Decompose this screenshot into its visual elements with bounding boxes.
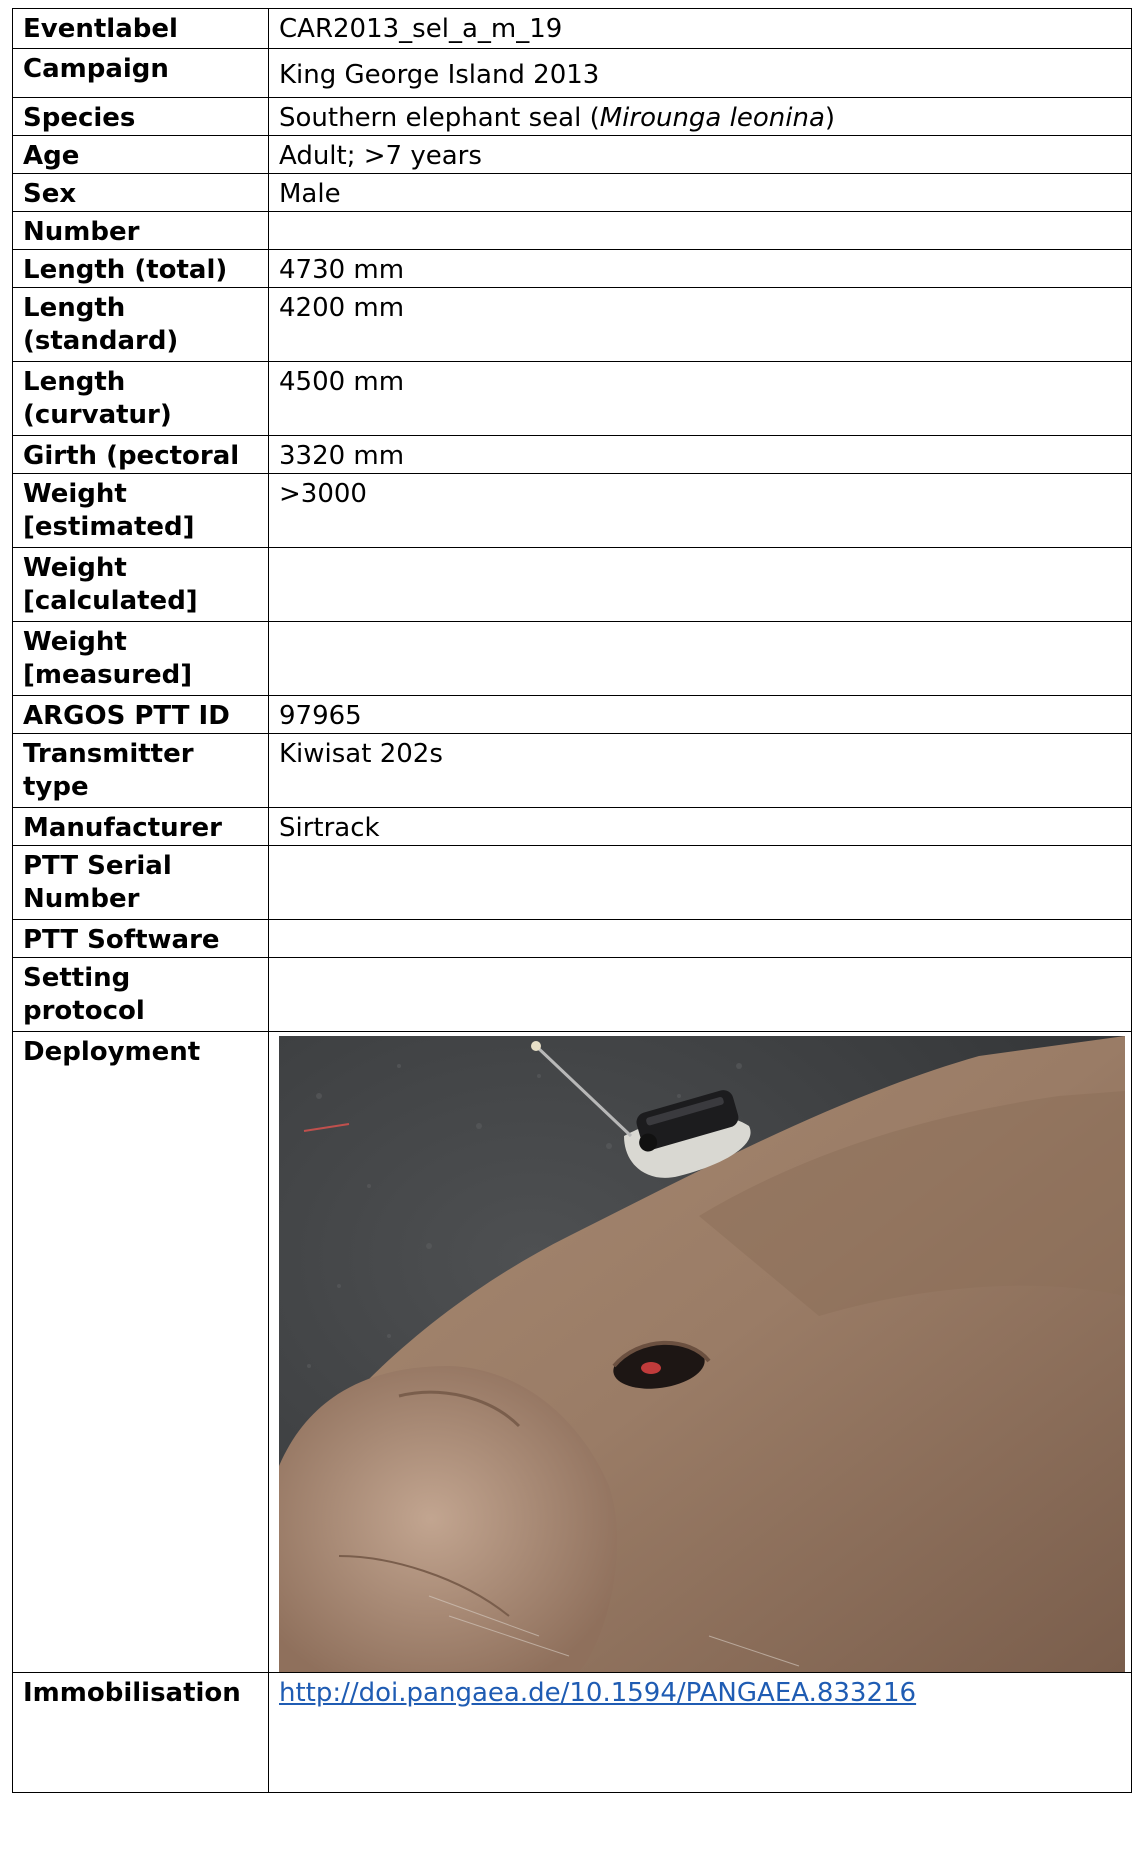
table-row xyxy=(13,958,1132,1032)
table-row xyxy=(13,474,1132,548)
table-row xyxy=(13,136,1132,174)
row-label: Immobilisation xyxy=(13,1673,269,1793)
row-value xyxy=(269,548,1132,622)
row-label: Number xyxy=(13,212,269,250)
row-value: Kiwisat 202s xyxy=(269,734,1132,808)
row-value: Adult; >7 years xyxy=(269,136,1132,174)
table-row xyxy=(13,174,1132,212)
row-value: Male xyxy=(269,174,1132,212)
row-label: Weight [measured] xyxy=(13,622,269,696)
row-label: PTT Software xyxy=(13,920,269,958)
row-label: Transmitter type xyxy=(13,734,269,808)
row-label: Weight [calculated] xyxy=(13,548,269,622)
immobilisation-doi-link[interactable]: http://doi.pangaea.de/10.1594/PANGAEA.833216 xyxy=(279,1678,917,1708)
table-row xyxy=(13,696,1132,734)
row-value xyxy=(269,98,1132,136)
row-label: Deployment xyxy=(13,1032,269,1673)
species-common-name: Southern elephant seal ( xyxy=(279,103,600,133)
row-label: PTT Serial Number xyxy=(13,846,269,920)
row-value xyxy=(269,1673,1132,1793)
row-value: 3320 mm xyxy=(269,436,1132,474)
row-label: Campaign xyxy=(13,49,269,98)
table-row xyxy=(13,212,1132,250)
row-label: Age xyxy=(13,136,269,174)
row-value xyxy=(269,212,1132,250)
table-row xyxy=(13,808,1132,846)
row-label: Manufacturer xyxy=(13,808,269,846)
table-row xyxy=(13,1673,1132,1793)
table-row xyxy=(13,622,1132,696)
deployment-photo xyxy=(279,1036,1125,1672)
metadata-table xyxy=(12,8,1132,1793)
table-row xyxy=(13,846,1132,920)
row-label: Eventlabel xyxy=(13,9,269,49)
table-row xyxy=(13,9,1132,49)
row-label: Species xyxy=(13,98,269,136)
row-label: Girth (pectoral xyxy=(13,436,269,474)
table-row xyxy=(13,362,1132,436)
table-row xyxy=(13,548,1132,622)
row-value: Sirtrack xyxy=(269,808,1132,846)
row-value: King George Island 2013 xyxy=(269,49,1132,98)
table-row xyxy=(13,1032,1132,1673)
row-value xyxy=(269,622,1132,696)
row-value xyxy=(269,920,1132,958)
table-row xyxy=(13,436,1132,474)
table-row xyxy=(13,920,1132,958)
deployment-photo-cell xyxy=(269,1032,1132,1673)
row-value: 4500 mm xyxy=(269,362,1132,436)
row-label: Length (curvatur) xyxy=(13,362,269,436)
table-row xyxy=(13,98,1132,136)
row-value xyxy=(269,846,1132,920)
row-label: Length (standard) xyxy=(13,288,269,362)
row-label: Length (total) xyxy=(13,250,269,288)
row-value: 97965 xyxy=(269,696,1132,734)
row-label: Setting protocol xyxy=(13,958,269,1032)
table-row xyxy=(13,250,1132,288)
row-value: CAR2013_sel_a_m_19 xyxy=(269,9,1132,49)
row-label: ARGOS PTT ID xyxy=(13,696,269,734)
table-row xyxy=(13,49,1132,98)
row-value: 4730 mm xyxy=(269,250,1132,288)
species-suffix: ) xyxy=(824,103,836,133)
species-latin-name: Mirounga leonina xyxy=(599,103,825,133)
row-value: >3000 xyxy=(269,474,1132,548)
row-label: Weight [estimated] xyxy=(13,474,269,548)
row-value xyxy=(269,958,1132,1032)
row-value: 4200 mm xyxy=(269,288,1132,362)
table-row xyxy=(13,734,1132,808)
row-label: Sex xyxy=(13,174,269,212)
table-row xyxy=(13,288,1132,362)
